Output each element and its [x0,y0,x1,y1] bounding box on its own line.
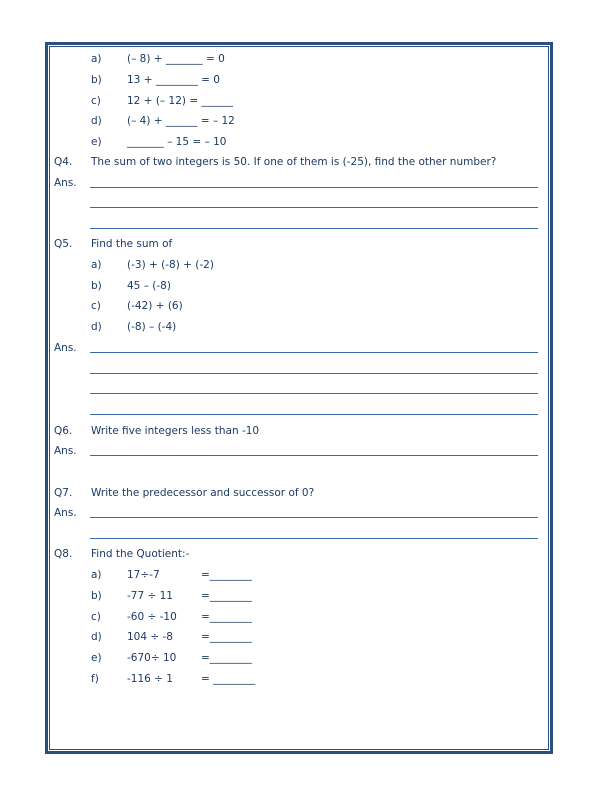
q5-part-d-label: d) [91,321,102,333]
q3-part-e-expr: _______ – 15 = – 10 [127,136,227,148]
q4-ans-label: Ans. [54,177,77,189]
q8-part-b-expr: -77 ÷ 11 [127,590,173,602]
q5-part-a-expr: (-3) + (-8) + (-2) [127,259,214,271]
q3-part-e-label: e) [91,136,102,148]
q5-answer-line-1[interactable] [90,352,538,353]
q5-answer-line-3[interactable] [90,393,538,394]
q8-part-c-label: c) [91,611,101,623]
q8-part-b-answer: =________ [201,590,252,602]
q6-number: Q6. [54,425,73,437]
q8-part-f-expr: -116 ÷ 1 [127,673,173,685]
q8-part-d-expr: 104 ÷ -8 [127,631,173,643]
q5-part-b-label: b) [91,280,102,292]
q8-part-c-answer: =________ [201,611,252,623]
page-border-inner [49,46,549,750]
q8-part-e-expr: -670÷ 10 [127,652,177,664]
q7-answer-line-1[interactable] [90,517,538,518]
q3-part-a-expr: (– 8) + _______ = 0 [127,53,225,65]
q5-ans-label: Ans. [54,342,77,354]
q5-part-c-label: c) [91,300,101,312]
q8-part-c-expr: -60 ÷ -10 [127,611,177,623]
q6-ans-label: Ans. [54,445,77,457]
q8-part-a-expr: 17÷-7 [127,569,160,581]
q7-ans-label: Ans. [54,507,77,519]
q8-part-e-label: e) [91,652,102,664]
q4-number: Q4. [54,156,73,168]
q3-part-a-label: a) [91,53,102,65]
q5-answer-line-2[interactable] [90,373,538,374]
q4-answer-line-2[interactable] [90,207,538,208]
q3-part-d-label: d) [91,115,102,127]
q8-part-b-label: b) [91,590,102,602]
q5-part-b-expr: 45 – (-8) [127,280,171,292]
q3-part-c-label: c) [91,95,101,107]
q4-answer-line-3[interactable] [90,228,538,229]
q5-part-a-label: a) [91,259,102,271]
q8-part-e-answer: =________ [201,652,252,664]
q3-part-c-expr: 12 + (– 12) = ______ [127,95,233,107]
q6-answer-line-1[interactable] [90,455,538,456]
q5-part-d-expr: (-8) – (-4) [127,321,177,333]
q8-part-d-label: d) [91,631,102,643]
q8-part-a-label: a) [91,569,102,581]
q3-part-d-expr: (– 4) + ______ = – 12 [127,115,235,127]
q7-text: Write the predecessor and successor of 0? [91,487,315,499]
q3-part-b-expr: 13 + ________ = 0 [127,74,220,86]
q8-part-f-answer: = ________ [201,673,256,685]
q6-text: Write five integers less than -10 [91,425,260,437]
q8-text: Find the Quotient:- [91,548,190,560]
q5-number: Q5. [54,238,73,250]
q8-part-f-label: f) [91,673,99,685]
q3-part-b-label: b) [91,74,102,86]
q7-answer-line-2[interactable] [90,538,538,539]
q5-answer-line-4[interactable] [90,414,538,415]
q5-text: Find the sum of [91,238,173,250]
q4-text: The sum of two integers is 50. If one of them is (-25), find the other number? [91,156,497,168]
q8-number: Q8. [54,548,73,560]
q5-part-c-expr: (-42) + (6) [127,300,183,312]
q4-answer-line-1[interactable] [90,187,538,188]
q7-number: Q7. [54,487,73,499]
q8-part-d-answer: =________ [201,631,252,643]
q8-part-a-answer: =________ [201,569,252,581]
